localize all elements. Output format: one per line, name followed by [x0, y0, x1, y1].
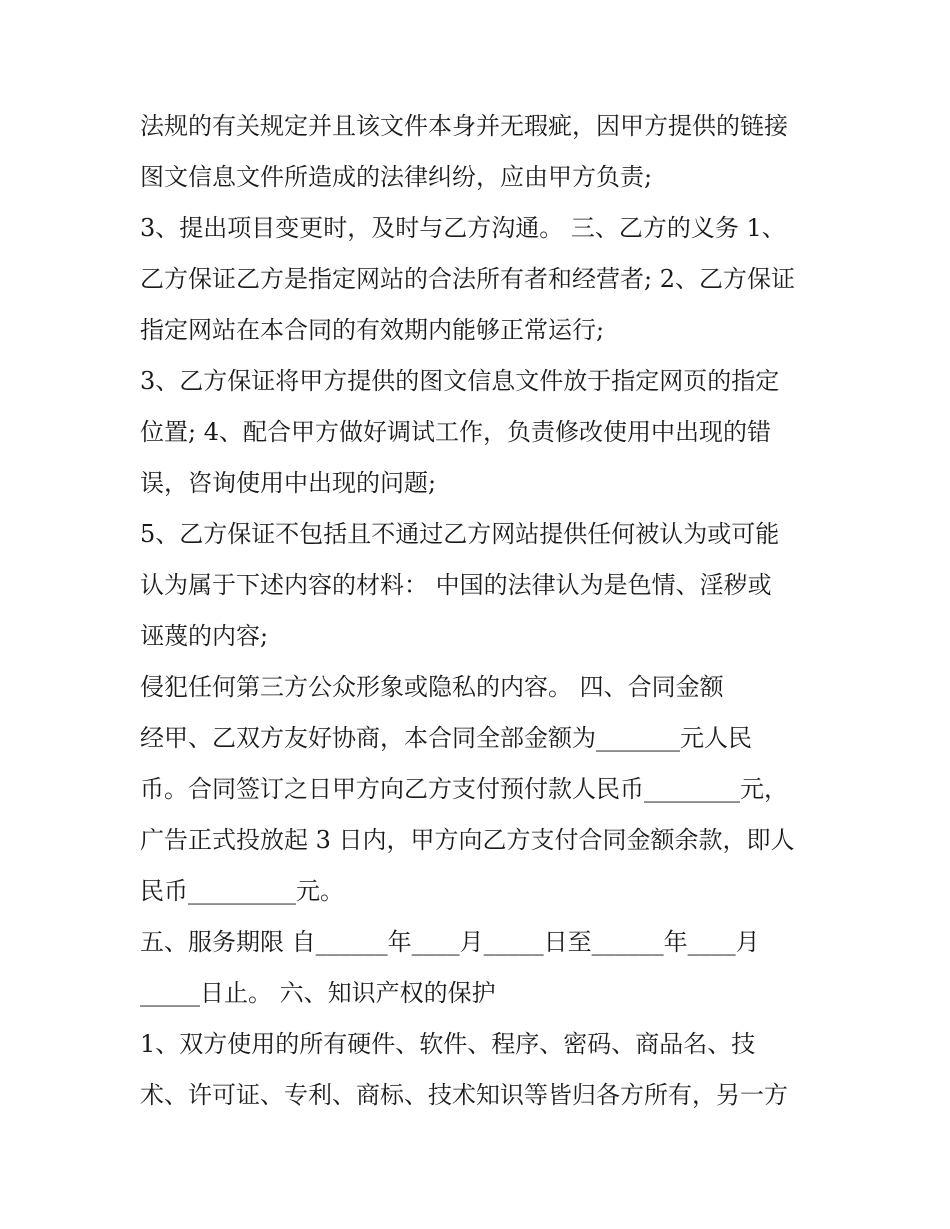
text-line: 误，咨询使用中出现的问题;: [140, 469, 437, 497]
text-line: 币。合同签订之日甲方向乙方支付预付款人民币________元，: [140, 775, 788, 803]
text-line: 侵犯任何第三方公众形象或隐私的内容。 四、合同金额: [140, 673, 724, 701]
text-line: 3、乙方保证将甲方提供的图文信息文件放于指定网页的指定: [140, 367, 780, 395]
text-line: 五、服务期限 自______年____月_____日至______年____月: [140, 928, 760, 956]
text-line: 图文信息文件所造成的法律纠纷，应由甲方负责;: [140, 163, 653, 191]
text-line: 法规的有关规定并且该文件本身并无瑕疵，因甲方提供的链接: [140, 112, 788, 140]
text-line: 3、提出项目变更时，及时与乙方沟通。 三、乙方的义务 1、: [140, 214, 786, 242]
text-line: 5、乙方保证不包括且不通过乙方网站提供任何被认为或可能: [140, 520, 780, 548]
text-line: 乙方保证乙方是指定网站的合法所有者和经营者; 2、乙方保证: [140, 265, 795, 293]
text-line: 认为属于下述内容的材料： 中国的法律认为是色情、淫秽或: [140, 571, 772, 599]
text-line: 术、许可证、专利、商标、技术知识等皆归各方所有，另一方: [140, 1081, 788, 1109]
text-line: 位置; 4、配合甲方做好调试工作，负责修改使用中出现的错: [140, 418, 771, 446]
text-line: 广告正式投放起 3 日内，甲方向乙方支付合同金额余款，即人: [140, 826, 795, 854]
text-line: 1、双方使用的所有硬件、软件、程序、密码、商品名、技: [140, 1030, 756, 1058]
text-line: 指定网站在本合同的有效期内能够正常运行;: [140, 316, 605, 344]
text-line: 经甲、乙双方友好协商，本合同全部金额为_______元人民: [140, 724, 752, 752]
text-line: 民币_________元。: [140, 877, 344, 905]
text-line: _____日止。 六、知识产权的保护: [140, 979, 496, 1007]
text-line: 诬蔑的内容;: [140, 622, 269, 650]
